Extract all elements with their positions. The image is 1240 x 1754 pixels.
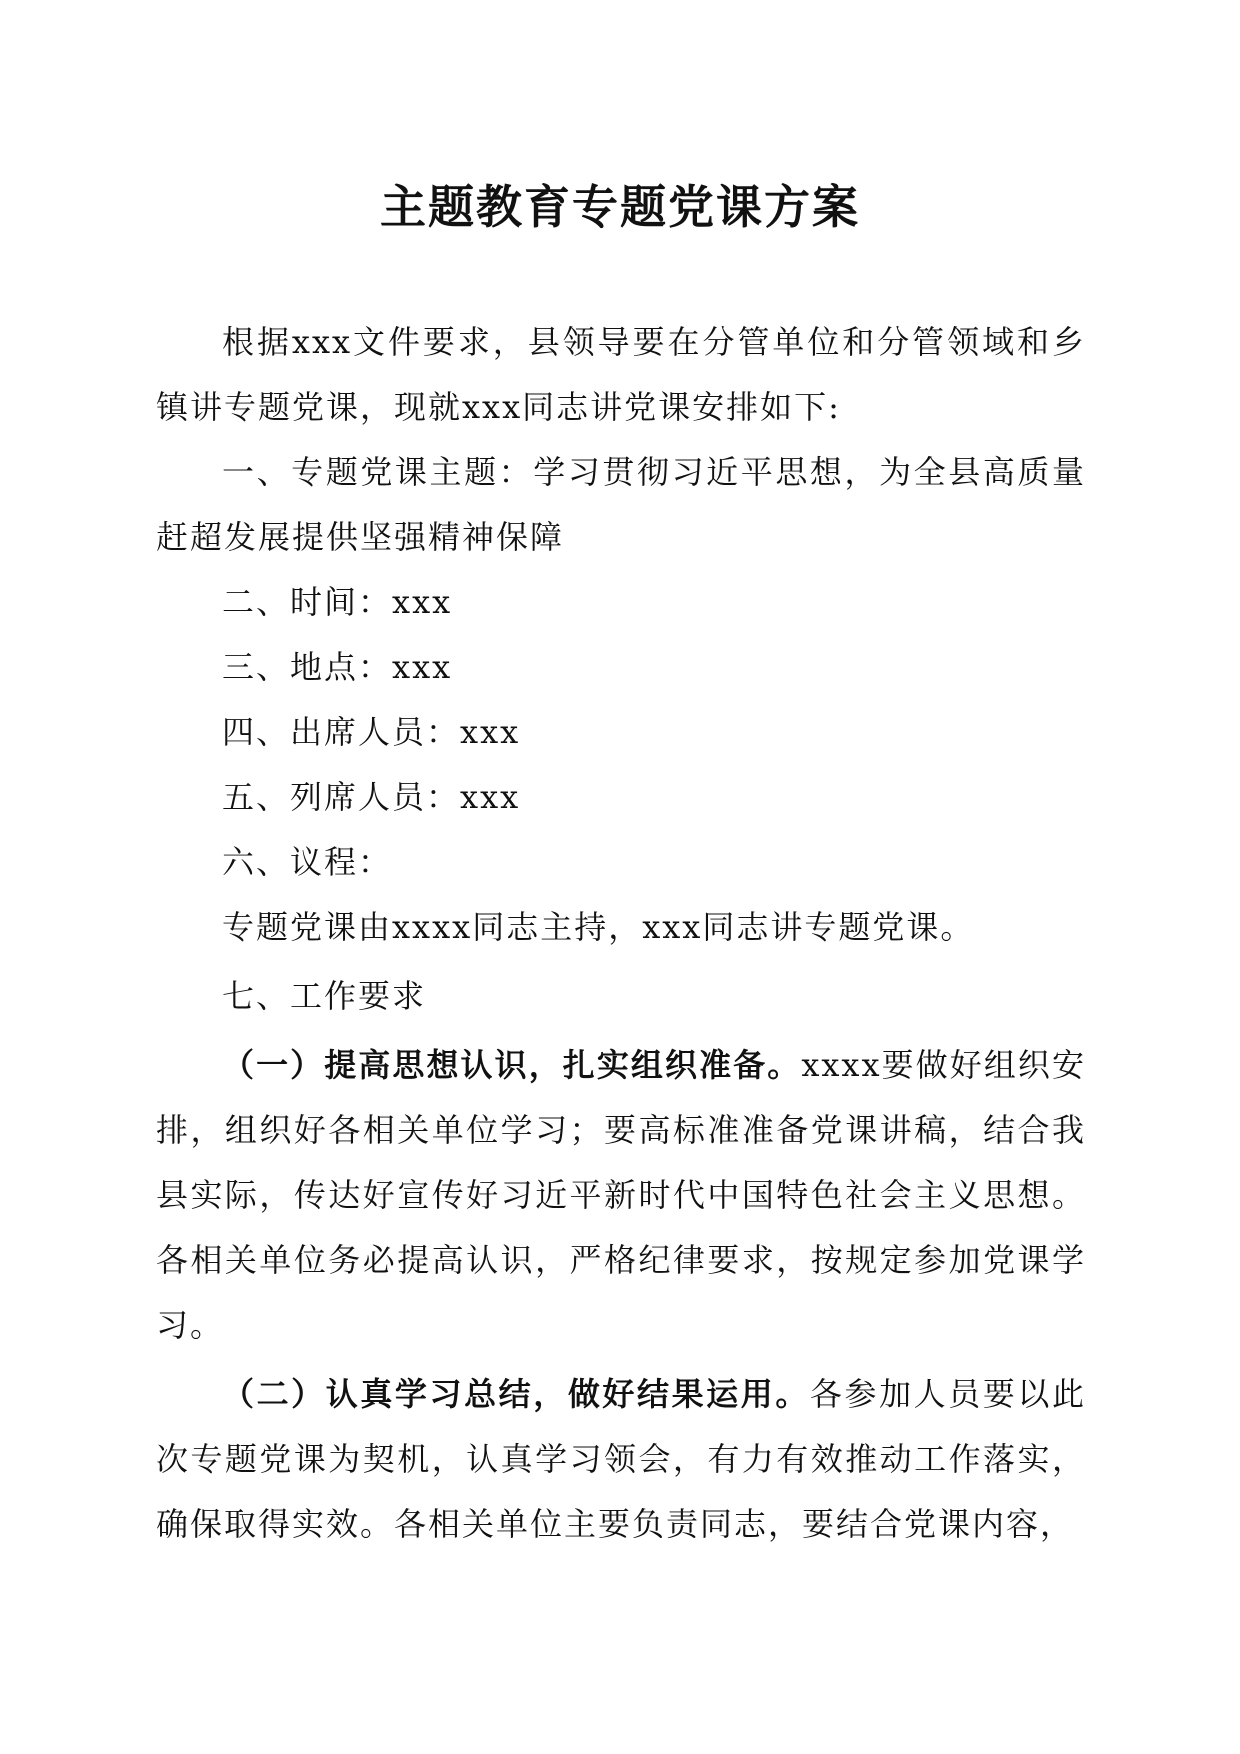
section-attendees-label: 四、出席人员： — [222, 713, 461, 751]
section-topic-text: 学习贯彻习近平思想，为全县高质量赶超发展提供坚强精神保障 — [156, 453, 1086, 556]
section-time — [156, 570, 1086, 635]
section-topic — [156, 440, 1086, 570]
section-location — [156, 635, 1086, 700]
section-observers — [156, 765, 1086, 830]
section-requirements-label: 七、工作要求 — [222, 977, 427, 1015]
section-observers-label: 五、列席人员： — [222, 778, 461, 816]
requirement-1-title: （一）提高思想认识，扎实组织准备。 — [222, 1046, 802, 1084]
requirement-1-text: xxxx要做好组织安排，组织好各相关单位学习；要高标准准备党课讲稿，结合我县实际，传达好宣传好习近平新时代中国特色社会主义思想。各相关单位务必提高认识，严格纪律要求，按规定参加党课学习。 — [156, 1046, 1086, 1344]
section-location-label: 三、地点： — [222, 648, 393, 686]
intro-paragraph: 根据xxx文件要求，县领导要在分管单位和分管领域和乡镇讲专题党课，现就xxx同志讲党课安排如下: — [156, 323, 1086, 426]
section-observers-text: xxx — [460, 778, 521, 816]
section-time-label: 二、时间： — [222, 583, 393, 621]
document-body — [156, 310, 1086, 1557]
section-agenda-label: 六、议程： — [222, 843, 393, 881]
section-agenda-text: 专题党课由xxxx同志主持，xxx同志讲专题党课。 — [222, 908, 975, 946]
section-time-text: xxx — [392, 583, 453, 621]
requirement-1 — [156, 1033, 1086, 1358]
section-topic-label: 一、专题党课主题： — [222, 453, 534, 491]
section-agenda-heading — [156, 830, 1086, 895]
section-requirements-heading — [156, 964, 1086, 1029]
requirement-2 — [156, 1362, 1086, 1557]
requirement-2-title: （二）认真学习总结，做好结果运用。 — [222, 1375, 810, 1413]
document-title: 主题教育专题党课方案 — [380, 180, 860, 234]
section-attendees — [156, 700, 1086, 765]
section-attendees-text: xxx — [460, 713, 521, 751]
section-location-text: xxx — [392, 648, 453, 686]
requirement-2-text: 各参加人员要以此次专题党课为契机，认真学习领会，有力有效推动工作落实，确保取得实效。各相关单位主要负责同志，要结合党课内容， — [156, 1375, 1086, 1543]
